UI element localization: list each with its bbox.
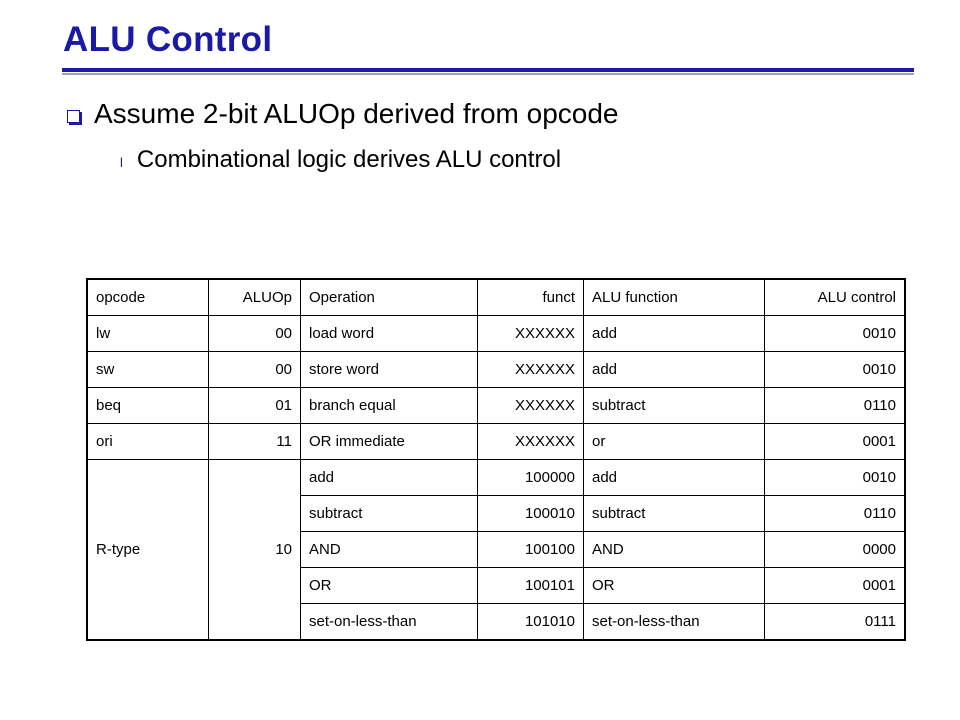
square-bullet-icon — [67, 110, 80, 123]
bullet-level2 — [120, 146, 561, 174]
table-cell: sw — [87, 352, 209, 388]
table-cell: OR — [584, 568, 765, 604]
table-cell: branch equal — [301, 388, 478, 424]
table-cell: 100010 — [478, 496, 584, 532]
table-cell: 0110 — [765, 388, 906, 424]
table-cell: 0000 — [765, 532, 906, 568]
table-cell: set-on-less-than — [584, 604, 765, 641]
table-row — [87, 460, 905, 496]
header-cell: ALU control — [765, 279, 906, 316]
table-cell: 100100 — [478, 532, 584, 568]
title-underline-thick — [62, 68, 914, 72]
table-cell: 0001 — [765, 424, 906, 460]
table-cell-merged: R-type — [87, 460, 209, 641]
table-row — [87, 352, 905, 388]
table-cell: 0010 — [765, 316, 906, 352]
table-cell: XXXXXX — [478, 352, 584, 388]
table-cell: 0110 — [765, 496, 906, 532]
table-row — [87, 388, 905, 424]
table-cell: 0111 — [765, 604, 906, 641]
table-cell: XXXXXX — [478, 388, 584, 424]
header-cell: funct — [478, 279, 584, 316]
table-cell: subtract — [301, 496, 478, 532]
table-cell: 100000 — [478, 460, 584, 496]
table-cell: 100101 — [478, 568, 584, 604]
table-cell: add — [584, 316, 765, 352]
table-cell: set-on-less-than — [301, 604, 478, 641]
table-cell-merged: 10 — [209, 460, 301, 641]
table-cell: 0010 — [765, 460, 906, 496]
table-cell: 00 — [209, 352, 301, 388]
table-row — [87, 424, 905, 460]
table-cell: OR immediate — [301, 424, 478, 460]
sub-bullet-icon: l — [120, 154, 123, 170]
bullet-level2-text: Combinational logic derives ALU control — [136, 146, 562, 173]
table-cell: 00 — [209, 316, 301, 352]
bullet-level1 — [67, 98, 618, 130]
table-header-row — [87, 279, 905, 316]
table-cell: ori — [87, 424, 209, 460]
table-cell: add — [584, 460, 765, 496]
table-cell: XXXXXX — [478, 316, 584, 352]
table-cell: subtract — [584, 388, 765, 424]
table-cell: or — [584, 424, 765, 460]
header-cell: ALUOp — [209, 279, 301, 316]
table-cell: 101010 — [478, 604, 584, 641]
table-cell: subtract — [584, 496, 765, 532]
table-row — [87, 316, 905, 352]
table-cell: store word — [301, 352, 478, 388]
header-cell: Operation — [301, 279, 478, 316]
table-cell: 0010 — [765, 352, 906, 388]
title-underline — [62, 68, 914, 75]
table-cell: lw — [87, 316, 209, 352]
alu-control-table — [86, 278, 906, 641]
table-cell: AND — [584, 532, 765, 568]
table-cell: OR — [301, 568, 478, 604]
title-underline-thin — [62, 73, 914, 75]
table-cell: 0001 — [765, 568, 906, 604]
header-cell: ALU function — [584, 279, 765, 316]
table-cell: AND — [301, 532, 478, 568]
slide-title: ALU Control — [63, 20, 273, 59]
table-cell: add — [301, 460, 478, 496]
table-cell: beq — [87, 388, 209, 424]
bullet-level1-text: Assume 2-bit ALUOp derived from opcode — [94, 98, 619, 129]
header-cell: opcode — [87, 279, 209, 316]
table-cell: 01 — [209, 388, 301, 424]
table-cell: 11 — [209, 424, 301, 460]
table-cell: XXXXXX — [478, 424, 584, 460]
table-cell: add — [584, 352, 765, 388]
table-cell: load word — [301, 316, 478, 352]
